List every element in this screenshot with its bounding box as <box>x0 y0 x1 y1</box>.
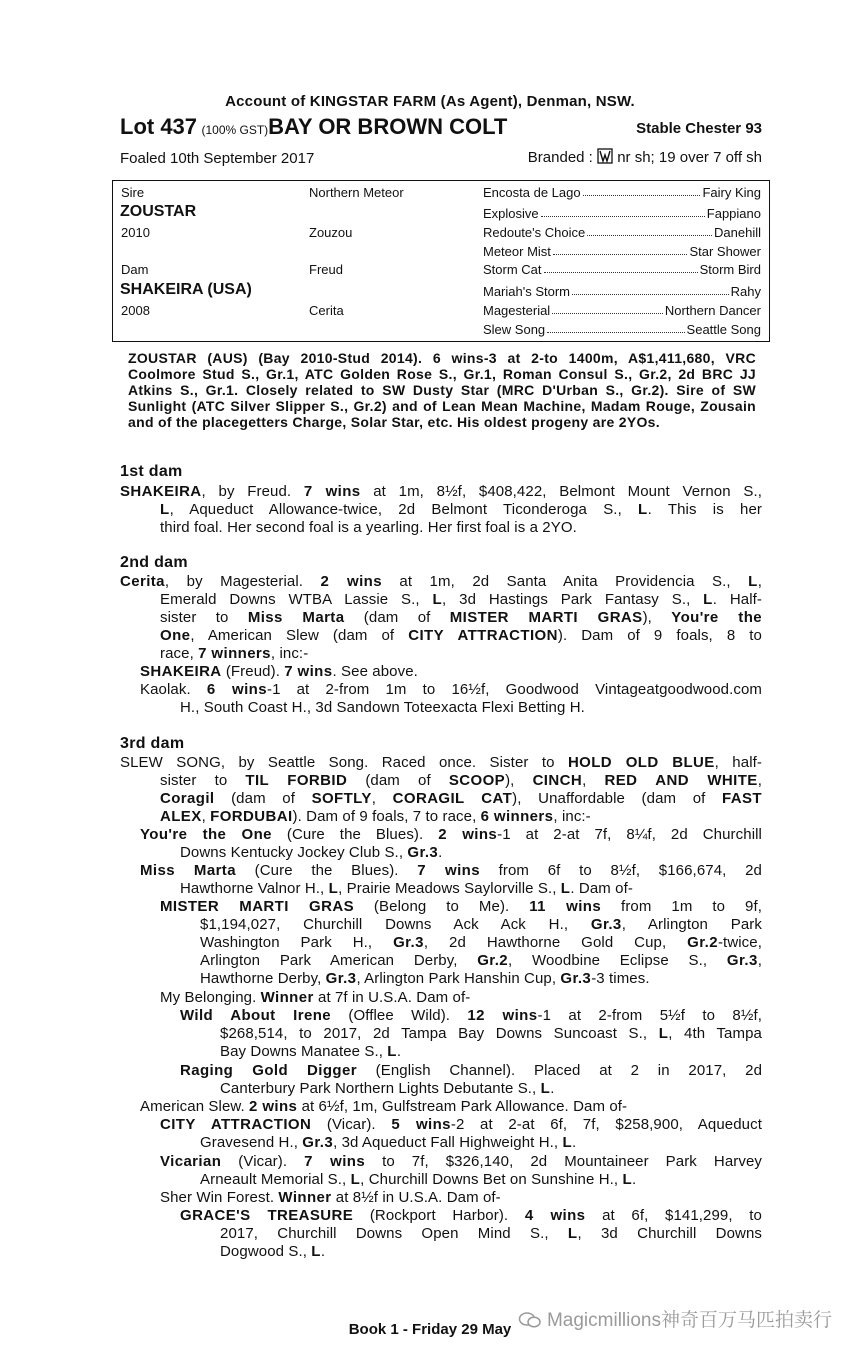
third-dam-line: My Belonging. Winner at 7f in U.S.A. Dam of- <box>160 989 471 1006</box>
second-dam-line: SHAKEIRA (Freud). 7 wins. See above. <box>140 663 418 680</box>
third-dam-line: SLEW SONG, by Seattle Song. Raced once. Sister to HOLD OLD BLUE, half- <box>120 754 762 771</box>
second-dam-line: H., South Coast H., 3d Sandown Toteexacta Flexi Betting H. <box>180 699 585 716</box>
foaled-date: Foaled 10th September 2017 <box>120 150 315 167</box>
lot-title-row <box>120 114 762 142</box>
first-dam-heading: 1st dam <box>120 463 183 480</box>
third-dam-line: sister to TIL FORBID (dam of SCOOP), CINCH, RED AND WHITE, <box>160 772 762 789</box>
branded-detail: nr sh; 19 over 7 off sh <box>617 149 762 166</box>
third-dam-line: You're the One (Cure the Blues). 2 wins-1 at 2-at 7f, 8¼f, 2d Churchill <box>140 826 762 843</box>
brand-mark-icon <box>597 148 613 164</box>
first-dam-line: L, Aqueduct Allowance-twice, 2d Belmont Ticonderoga S., L. This is her <box>160 501 762 518</box>
third-dam-line: Coragil (dam of SOFTLY, CORAGIL CAT), Unaffordable (dam of FAST <box>160 790 762 807</box>
branded-label: Branded : <box>527 149 593 166</box>
first-dam-line: SHAKEIRA, by Freud. 7 wins at 1m, 8½f, $408,422, Belmont Mount Vernon S., <box>120 483 762 500</box>
watermark-text: Magicmillions神奇百万马匹拍卖行 <box>546 1310 832 1331</box>
dam-label: Dam <box>121 262 149 277</box>
dam-name: SHAKEIRA (USA) <box>120 281 252 298</box>
third-dam-line: American Slew. 2 wins at 6½f, 1m, Gulfstream Park Allowance. Dam of- <box>140 1098 628 1115</box>
watermark <box>518 1305 832 1332</box>
third-dam-line: Miss Marta (Cure the Blues). 7 wins from 6f to 8½f, $166,674, 2d <box>140 862 762 879</box>
third-dam-line: Vicarian (Vicar). 7 wins to 7f, $326,140, 2d Mountaineer Park Harvey <box>160 1153 762 1170</box>
third-dam-line: Hawthorne Valnor H., L, Prairie Meadows Saylorville S., L. Dam of- <box>180 880 633 897</box>
third-dam-line: Downs Kentucky Jockey Club S., Gr.3. <box>180 844 443 861</box>
sire-label: Sire <box>121 185 145 200</box>
third-dam-line: $1,194,027, Churchill Downs Ack Ack H., Gr.3, Arlington Park <box>200 916 762 933</box>
grandparent-row: Magesterial Northern Dancer <box>483 303 761 318</box>
pedigree-table <box>112 180 770 342</box>
third-dam-line: Hawthorne Derby, Gr.3, Arlington Park Hanshin Cup, Gr.3-3 times. <box>200 970 650 987</box>
dam-year: 2008 <box>121 303 150 318</box>
second-dam-line: race, 7 winners, inc:- <box>160 645 309 662</box>
third-dam-line: 2017, Churchill Downs Open Mind S., L, 3d Churchill Downs <box>220 1225 762 1242</box>
grandparent-row: Explosive Fappiano <box>483 206 761 221</box>
dam-sire: Freud <box>309 262 343 277</box>
third-dam-line: Arlington Park American Derby, Gr.2, Woodbine Eclipse S., Gr.3, <box>200 952 762 969</box>
second-dam-line: Kaolak. 6 wins-1 at 2-from 1m to 16½f, Goodwood Vintageatgoodwood.com <box>140 681 763 698</box>
third-dam-line: Washington Park H., Gr.3, 2d Hawthorne Gold Cup, Gr.2-twice, <box>200 934 762 951</box>
grandparent-row: Encosta de Lago Fairy King <box>483 185 761 200</box>
third-dam-heading: 3rd dam <box>120 735 185 752</box>
third-dam-line: CITY ATTRACTION (Vicar). 5 wins-2 at 2-at 6f, 7f, $258,900, Aqueduct <box>160 1116 762 1133</box>
first-dam-line: third foal. Her second foal is a yearling. Her first foal is a 2YO. <box>160 519 577 536</box>
sire-dam: Zouzou <box>309 225 353 240</box>
dam-dam: Cerita <box>309 303 344 318</box>
third-dam-line: Canterbury Park Northern Lights Debutante S., L. <box>220 1080 555 1097</box>
lot-number: Lot 437 <box>120 114 198 139</box>
sire-sire: Northern Meteor <box>309 185 404 200</box>
grandparent-row: Meteor Mist Star Shower <box>483 244 761 259</box>
sire-name: ZOUSTAR <box>120 203 197 220</box>
third-dam-line: $268,514, to 2017, 2d Tampa Bay Downs Suncoast S., L, 4th Tampa <box>220 1025 762 1042</box>
second-dam-line: One, American Slew (dam of CITY ATTRACTION). Dam of 9 foals, 8 to <box>160 627 762 644</box>
third-dam-line: Arneault Memorial S., L, Churchill Downs Bet on Sunshine H., L. <box>200 1171 637 1188</box>
sire-summary: ZOUSTAR (AUS) (Bay 2010-Stud 2014). 6 wins-3 at 2-to 1400m, A$1,411,680, VRC Coolmore Stud S., Gr.1, ATC Golden Rose S., Gr.1, Roman Consul S., Gr.2, 2d BRC JJ Atkins S., Gr.1. Closely related to SW Dusty Star (MRC D'Urban S., Gr.2). Sire of SW Sunlight (ATC Silver Slipper S., Gr.2) and of Lean Mean Machine, Madam Rouge, Zousain and of the placegetters Charge, Solar Star, etc. His oldest progeny are 2YOs. <box>128 350 756 430</box>
third-dam-line: Dogwood S., L. <box>220 1243 326 1260</box>
second-dam-heading: 2nd dam <box>120 554 188 571</box>
brand-info <box>528 148 762 166</box>
consignor-line: Account of KINGSTAR FARM (As Agent), Denman, NSW. <box>225 93 635 110</box>
grandparent-row: Storm Cat Storm Bird <box>483 262 761 277</box>
lot-description: BAY OR BROWN COLT <box>268 114 508 139</box>
second-dam-line: Emerald Downs WTBA Lassie S., L, 3d Hastings Park Fantasy S., L. Half- <box>160 591 762 608</box>
grandparent-row: Redoute's Choice Danehill <box>483 225 761 240</box>
third-dam-line: Wild About Irene (Offlee Wild). 12 wins-1 at 2-from 5½f to 8½f, <box>180 1007 763 1024</box>
grandparent-row: Mariah's Storm Rahy <box>483 284 761 299</box>
third-dam-line: GRACE'S TREASURE (Rockport Harbor). 4 wins at 6f, $141,299, to <box>180 1207 762 1224</box>
stable-location: Stable Chester 93 <box>636 120 762 137</box>
third-dam-line: Raging Gold Digger (English Channel). Placed at 2 in 2017, 2d <box>180 1062 763 1079</box>
third-dam-line: ALEX, FORDUBAI). Dam of 9 foals, 7 to race, 6 winners, inc:- <box>160 808 591 825</box>
second-dam-line: sister to Miss Marta (dam of MISTER MARTI GRAS), You're the <box>160 609 763 626</box>
wechat-icon <box>518 1311 542 1329</box>
third-dam-line: Gravesend H., Gr.3, 3d Aqueduct Fall Highweight H., L. <box>200 1134 577 1151</box>
sire-year: 2010 <box>121 225 150 240</box>
third-dam-line: Bay Downs Manatee S., L. <box>220 1043 402 1060</box>
second-dam-line: Cerita, by Magesterial. 2 wins at 1m, 2d Santa Anita Providencia S., L, <box>120 573 763 590</box>
grandparent-row: Slew Song Seattle Song <box>483 322 761 337</box>
third-dam-line: Sher Win Forest. Winner at 8½f in U.S.A. Dam of- <box>160 1189 501 1206</box>
page-footer: Book 1 - Friday 29 May <box>348 1321 512 1338</box>
third-dam-line: MISTER MARTI GRAS (Belong to Me). 11 wins from 1m to 9f, <box>160 898 762 915</box>
gst-note: (100% GST) <box>201 123 269 137</box>
